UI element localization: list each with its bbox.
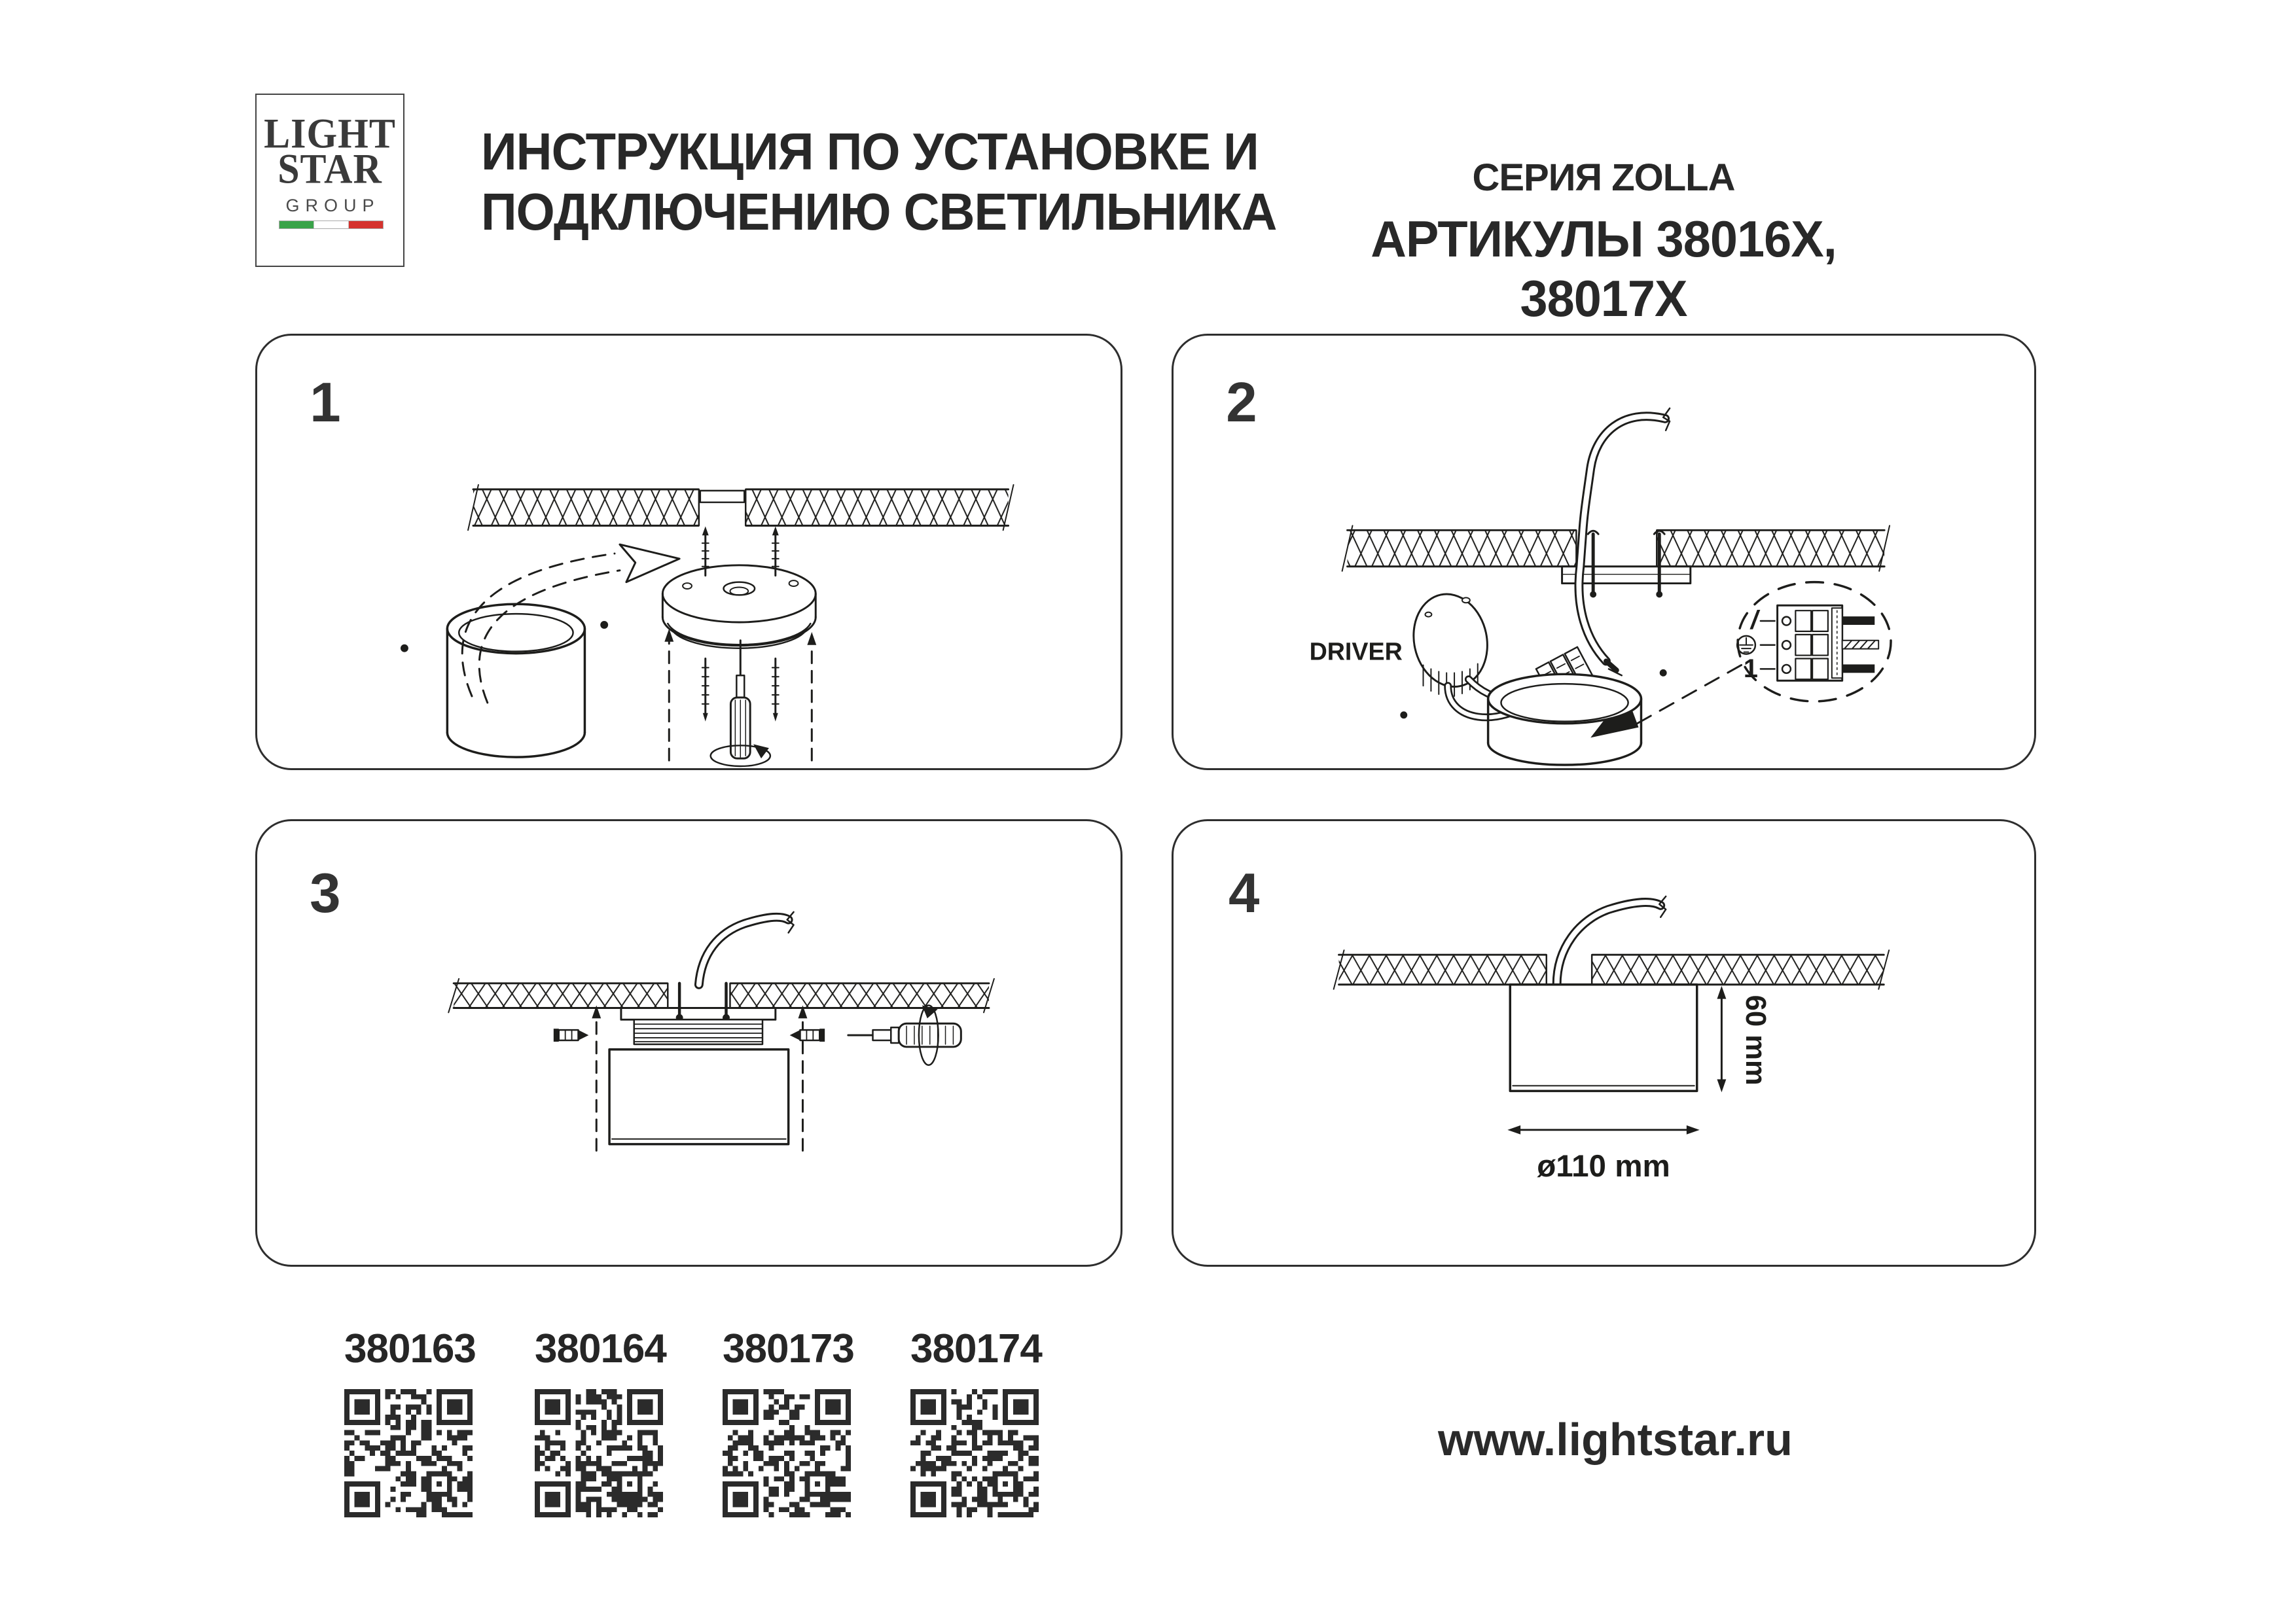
diameter-dimension-label: ø110 mm	[1537, 1149, 1670, 1184]
page-title-line1: ИНСТРУКЦИЯ ПО УСТАНОВКЕ И	[481, 122, 1259, 181]
qr-code-380174	[910, 1389, 1039, 1517]
lightstar-logo	[255, 94, 404, 267]
terminal-detail-magnifier	[1737, 582, 1891, 701]
side-screw-left	[554, 1029, 589, 1042]
terminal-label-line: /	[1750, 605, 1758, 635]
diameter-dimension	[1507, 1125, 1699, 1135]
mounted-lamp-box	[1510, 985, 1696, 1091]
driver-unit	[1405, 587, 1496, 696]
page-title	[481, 122, 1276, 242]
article-code: 380173	[723, 1326, 854, 1371]
logo-word-group: GROUP	[285, 196, 380, 215]
logo-word-light: LIGHT	[264, 110, 396, 157]
step-3-panel	[255, 819, 1122, 1267]
screwdriver-icon	[711, 641, 770, 766]
driver-label: DRIVER	[1309, 637, 1403, 665]
step-number: 1	[310, 371, 341, 434]
article-column	[723, 1326, 854, 1517]
step-2-panel	[1172, 334, 2036, 770]
screwdriver-icon	[848, 1006, 961, 1065]
flag-red-stripe	[349, 221, 383, 228]
step-number: 4	[1229, 862, 1260, 925]
article-code: 380164	[535, 1326, 666, 1371]
articles-title: АРТИКУЛЫ 38016X, 38017X	[1371, 210, 1837, 327]
step-1-diagram	[257, 336, 1121, 768]
logo-word-star: STAR	[278, 145, 382, 192]
series-title: СЕРИЯ ZOLLA	[1472, 156, 1735, 199]
ceiling-hatch	[468, 485, 1013, 530]
height-dimension-label: 60 mm	[1740, 995, 1772, 1086]
ceiling-hatch	[1334, 950, 1889, 989]
flag-green-stripe	[279, 221, 314, 228]
step-3-diagram	[257, 821, 1121, 1265]
page-title-line2: ПОДКЛЮЧЕНИЮ СВЕТИЛЬНИКА	[481, 183, 1277, 241]
magnifier-leader-line	[1638, 663, 1744, 723]
website-url: www.lightstar.ru	[1438, 1414, 1793, 1465]
step-number: 3	[310, 862, 341, 925]
article-column	[344, 1326, 476, 1517]
article-column	[535, 1326, 666, 1517]
lamp-body-box	[609, 1050, 789, 1144]
article-column	[910, 1326, 1042, 1517]
ceiling-hatch	[1342, 525, 1890, 571]
terminal-label-neutral: 1	[1743, 654, 1758, 684]
lamp-cylinder	[401, 604, 608, 757]
article-code: 380174	[910, 1326, 1042, 1371]
qr-code-380163	[344, 1389, 473, 1517]
qr-code-380164	[535, 1389, 663, 1517]
flag-white-stripe	[314, 221, 349, 228]
mounting-plate	[662, 565, 816, 648]
step-1-panel	[255, 334, 1122, 770]
article-code: 380163	[344, 1326, 476, 1371]
mains-cable	[699, 912, 794, 985]
height-dimension	[1717, 986, 1726, 1093]
side-screw-right	[790, 1029, 825, 1042]
step-4-diagram	[1174, 821, 2034, 1265]
step-2-diagram	[1174, 336, 2034, 768]
step-4-panel	[1172, 819, 2036, 1267]
italian-flag-icon	[279, 221, 384, 229]
qr-code-380173	[723, 1389, 851, 1517]
step-number: 2	[1226, 371, 1257, 434]
